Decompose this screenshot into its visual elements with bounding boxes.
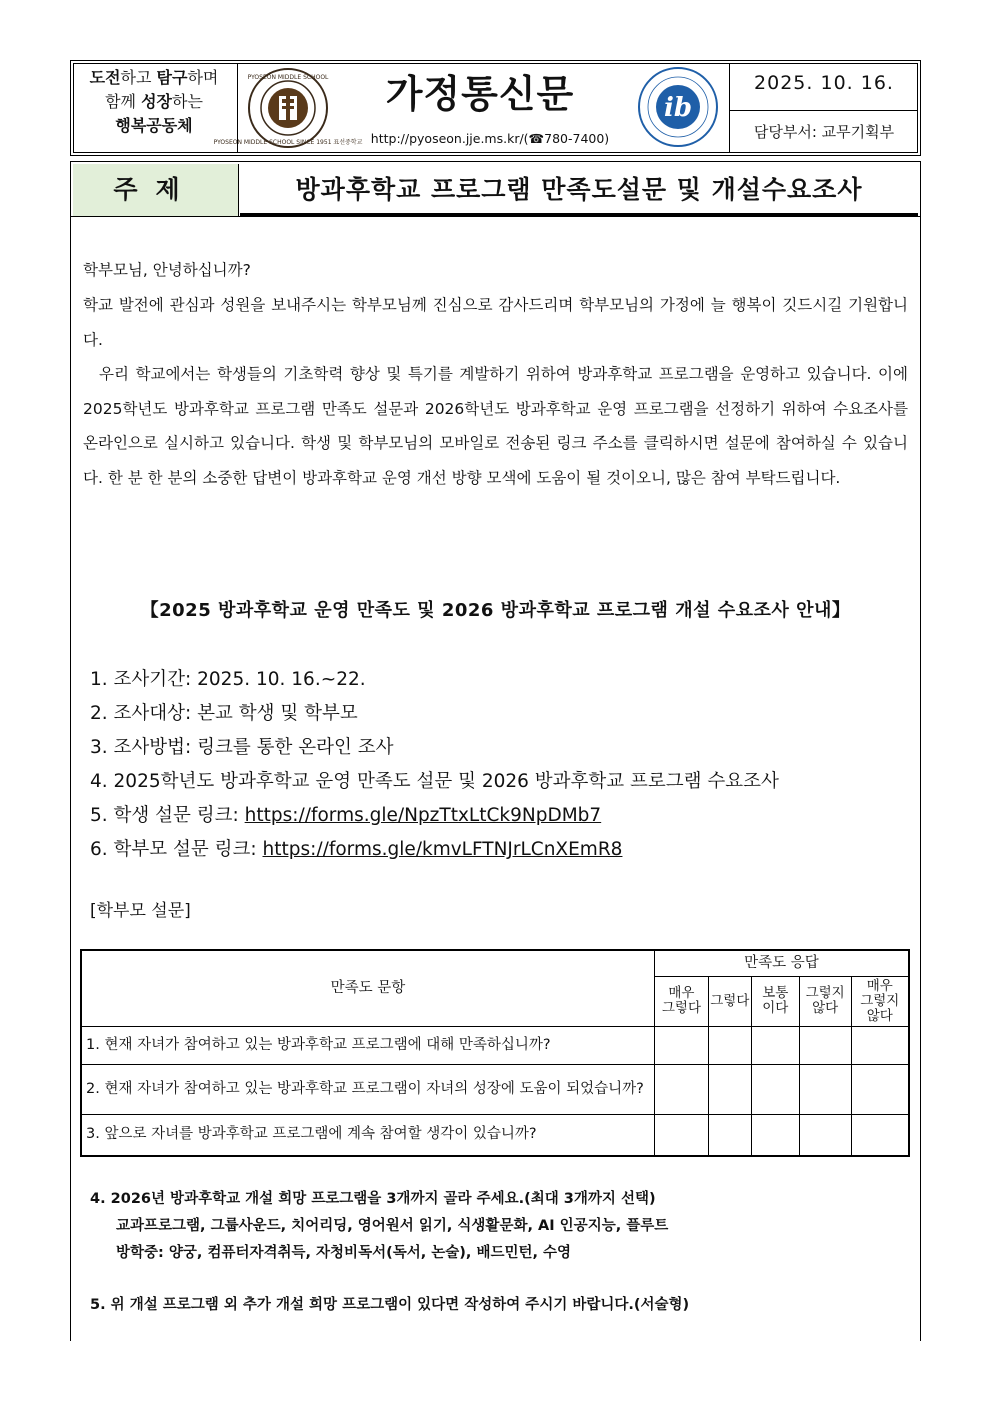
answer-cell[interactable] [851,1026,909,1064]
student-link-label: 5. 학생 설문 링크: [90,805,245,826]
table-row [81,1026,909,1064]
motto-word: 탐구 [156,68,188,87]
notice-item: 2. 조사대상: 본교 학생 및 학부모 [90,703,358,724]
answer-cell[interactable] [799,1114,851,1156]
table-row [81,1064,909,1114]
answer-cell[interactable] [655,1114,709,1156]
question-4-options: 교과프로그램, 그룹사운드, 치어리딩, 영어원서 읽기, 식생활문화, AI 인공지능, 플루트 [116,1218,669,1234]
option-label: 그렇다 [710,992,750,1009]
subject-text: 방과후학교 프로그램 만족도설문 및 개설수요조사 [240,164,918,216]
parent-link-label: 6. 학부모 설문 링크: [90,839,263,860]
option-header [851,976,909,1026]
option-header [751,976,799,1026]
school-website: http://pyoseon.jje.ms.kr/(☎780-7400) [370,131,610,146]
motto-word: 하며 [187,68,219,87]
intro-paragraph: 학교 발전에 관심과 성원을 보내주시는 학부모님께 진심으로 감사드리며 학부모님의 가정에 늘 행복이 깃드시길 기원합니다. [83,296,908,349]
motto-word: 하고 [120,68,157,87]
question-5: 5. 위 개설 프로그램 외 추가 개설 희망 프로그램이 있다면 작성하여 주시기 바랍니다.(서술형) [90,1297,690,1313]
question-header: 만족도 문항 [81,950,655,1026]
answer-cell[interactable] [751,1026,799,1064]
question-cell: 1. 현재 자녀가 참여하고 있는 방과후학교 프로그램에 대해 만족하십니까? [81,1026,655,1064]
answer-cell[interactable] [851,1114,909,1156]
option-label: 그렇지 않다 [805,985,845,1016]
option-header [799,976,851,1026]
department: 담당부서: 교무기획부 [753,123,895,141]
subject-label: 주제 [73,164,239,216]
svg-text:PYOSEON MIDDLE SCHOOL: PYOSEON MIDDLE SCHOOL [247,74,329,81]
notice-item: 1. 조사기간: 2025. 10. 16.~22. [90,669,366,690]
answer-cell[interactable] [751,1064,799,1114]
answer-cell[interactable] [708,1114,751,1156]
survey-table [80,949,910,1157]
student-survey-link[interactable]: https://forms.gle/NpzTtxLtCk9NpDMb7 [244,805,602,826]
motto-word: 행복공동체 [115,116,193,135]
header-date-separator [730,110,918,111]
page-title: 가정통신문 [385,72,575,116]
issue-date: 2025. 10. 16. [754,72,894,94]
option-label: 보통 이다 [762,985,789,1016]
answer-cell[interactable] [851,1064,909,1114]
option-header [655,976,709,1026]
answer-cell[interactable] [708,1064,751,1114]
notice-item: 4. 2025학년도 방과후학교 운영 만족도 설문 및 2026 방과후학교 프로그램 수요조사 [90,771,779,792]
notice-list [90,663,910,867]
school-motto [74,66,234,148]
motto-word: 하는 [172,92,203,111]
question-cell: 3. 앞으로 자녀를 방과후학교 프로그램에 계속 참여할 생각이 있습니까? [81,1114,655,1156]
motto-word: 도전 [89,68,121,87]
question-4 [90,1186,910,1267]
ib-logo-icon [637,66,719,148]
parent-survey-link[interactable]: https://forms.gle/kmvLFTNJrLCnXEmR8 [262,839,623,860]
answer-cell[interactable] [655,1026,709,1064]
answer-cell[interactable] [751,1114,799,1156]
motto-word: 성장 [141,92,172,111]
svg-text:ib: ib [663,93,693,123]
question-cell: 2. 현재 자녀가 참여하고 있는 방과후학교 프로그램이 자녀의 성장에 도움이 되었습니까? [81,1064,655,1114]
answer-cell[interactable] [799,1026,851,1064]
question-4-vacation-options: 방학중: 양궁, 컴퓨터자격취득, 자청비독서(독서, 논술), 배드민턴, 수영 [116,1245,572,1261]
notice-item: 3. 조사방법: 링크를 통한 온라인 조사 [90,737,394,758]
notice-item-student-link [90,799,910,833]
greeting: 학부모님, 안녕하십니까? [83,261,251,279]
table-row [81,1114,909,1156]
answer-cell[interactable] [655,1064,709,1114]
answer-cell[interactable] [708,1026,751,1064]
motto-word: 함께 [105,92,142,111]
answer-cell[interactable] [799,1064,851,1114]
notice-item-parent-link [90,833,910,867]
option-label: 매우 그렇다 [661,985,701,1016]
option-label: 매우 그렇지 않다 [860,977,900,1024]
survey-label: [학부모 설문] [90,901,191,921]
notice-title: 【2025 방과후학교 운영 만족도 및 2026 방과후학교 프로그램 개설 수요조사 안내】 [140,600,851,621]
main-paragraph: 우리 학교에서는 학생들의 기초학력 향상 및 특기를 계발하기 위하여 방과후학교 프로그램을 운영하고 있습니다. 이에 2025학년도 방과후학교 프로그램 만족도 설문과 2026학년도 방과후학교 운영 프로그램을 선정하기 위하여 수요조사를 온라인으로 실시하고 있습니다. 학생 및 학부모님의 모바일로 전송된 링크 주소를 클릭하시면 설문에 참여하실 수 있습니다. 한 분 한 분의 소중한 답변이 방과후학교 운영 개선 방향 모색에 도움이 될 것이오니, 많은 참여 부탁드립니다. [83,365,908,487]
option-header [708,976,751,1026]
svg-text:PYOSEON MIDDLE SCHOOL SINCE 19: PYOSEON MIDDLE SCHOOL SINCE 1951 표선중학교 [213,139,363,146]
response-header: 만족도 응답 [655,950,910,976]
question-4-title: 4. 2026년 방과후학교 개설 희망 프로그램을 3개까지 골라 주세요.(최대 3개까지 선택) [90,1191,656,1207]
